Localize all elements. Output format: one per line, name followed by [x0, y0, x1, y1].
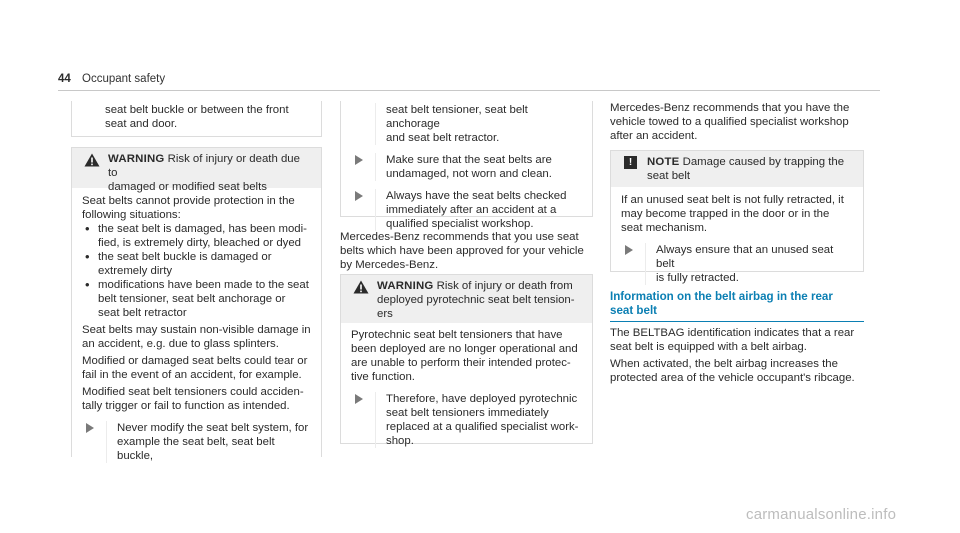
continued-action-box: [71, 101, 322, 137]
text-line: following situations:: [82, 209, 181, 221]
note-box-trapping: [610, 150, 864, 284]
action-step: Never modify the seat belt system, for example the seat belt, seat belt buckle,: [82, 421, 311, 463]
note-body: If an unused seat belt is not fully retracted, it may become trapped in the door or in the seat mechanism. Always ensure that an unused seat belt is fully retracted.: [611, 187, 863, 291]
action-step: Make sure that the seat belts are undamaged, not worn and clean.: [351, 153, 582, 181]
warning-label: WARNING: [377, 280, 434, 292]
action-arrow-icon: [355, 394, 363, 404]
text-line: seat belt buckle or between the front: [105, 104, 289, 116]
warning-title: Risk of injury or death due to: [108, 153, 300, 179]
warning-triangle-icon: [84, 153, 100, 167]
paragraph: Seat belts may sustain non-visible damage in an accident, e.g. due to glass splinters.: [82, 324, 311, 350]
action-arrow-icon: [625, 245, 633, 255]
action-arrow-icon: [355, 191, 363, 201]
warning-body: Pyrotechnic seat belt tensioners that have been deployed are no longer operational and are unable to perform their intended protec- tive function. Therefore, have deployed pyrotechnic seat belt tensioners immediately replaced at a qualified specialist work- shop.: [341, 323, 592, 454]
bullet-list: [82, 222, 311, 320]
warning-label: WARNING: [108, 153, 165, 165]
action-step: Therefore, have deployed pyrotechnic seat belt tensioners immediately replaced at a qualified specialist work- shop.: [351, 392, 582, 448]
list-item: • modifications have been made to the seat belt tensioner, seat belt anchorage or seat belt retractor: [82, 278, 311, 320]
warning-title: deployed pyrotechnic seat belt tension-: [377, 294, 575, 306]
watermark: carmanualsonline.info: [746, 506, 897, 523]
warning-triangle-icon: [353, 280, 369, 294]
warning-box-seat-belts: [71, 147, 322, 462]
warning-title: Risk of injury or death from: [436, 280, 573, 292]
paragraph: The BELTBAG identification indicates that a rear seat belt is equipped with a belt airbag.: [610, 327, 855, 353]
list-item: • the seat belt buckle is damaged or extremely dirty: [82, 250, 311, 278]
action-arrow-icon: [355, 155, 363, 165]
header-rule: [58, 90, 880, 91]
page-header: [58, 72, 880, 86]
warning-title: damaged or modified seat belts: [108, 181, 267, 193]
paragraph: When activated, the belt airbag increases the protected area of the vehicle occupant's ribcage.: [610, 358, 855, 384]
paragraph: Modified seat belt tensioners could acciden- tally trigger or fail to function as intended.: [82, 386, 304, 412]
recommendation-paragraph: Mercedes-Benz recommends that you use seat belts which have been approved for your vehicle by Mercedes-Benz.: [340, 231, 584, 271]
warning-body: [72, 188, 321, 469]
action-arrow-icon: [86, 423, 94, 433]
action-step: Always have the seat belts checked immediately after an accident at a qualified specialist workshop.: [351, 189, 582, 231]
note-header: [611, 151, 863, 187]
section-heading-belt-airbag: Information on the belt airbag in the rear seat belt: [610, 290, 864, 322]
paragraph: Modified or damaged seat belts could tear or fail in the event of an accident, for example.: [82, 355, 308, 381]
note-label: NOTE: [647, 156, 680, 168]
note-title: seat belt: [647, 170, 691, 182]
note-title: Damage caused by trapping the: [682, 156, 845, 168]
text-line: Seat belts cannot provide protection in the: [82, 195, 295, 207]
list-item: • the seat belt is damaged, has been modi- fied, is extremely dirty, bleached or dyed: [82, 222, 311, 250]
section-title: Occupant safety: [82, 73, 166, 85]
recommendation-paragraph: Mercedes-Benz recommends that you have the vehicle towed to a qualified specialist workshop after an accident.: [610, 102, 850, 142]
page-number: 44: [58, 73, 71, 85]
warning-header: [72, 148, 321, 193]
continued-warning-box: [340, 101, 593, 230]
warning-box-pyrotechnic: [340, 274, 593, 447]
note-exclamation-icon: !: [624, 156, 637, 169]
action-step: Always ensure that an unused seat belt is fully retracted.: [621, 243, 853, 285]
action-step-continued: seat belt tensioner, seat belt anchorage and seat belt retractor.: [351, 103, 582, 145]
text-line: seat and door.: [105, 118, 178, 130]
warning-header: [341, 275, 592, 323]
warning-title: ers: [377, 308, 393, 320]
